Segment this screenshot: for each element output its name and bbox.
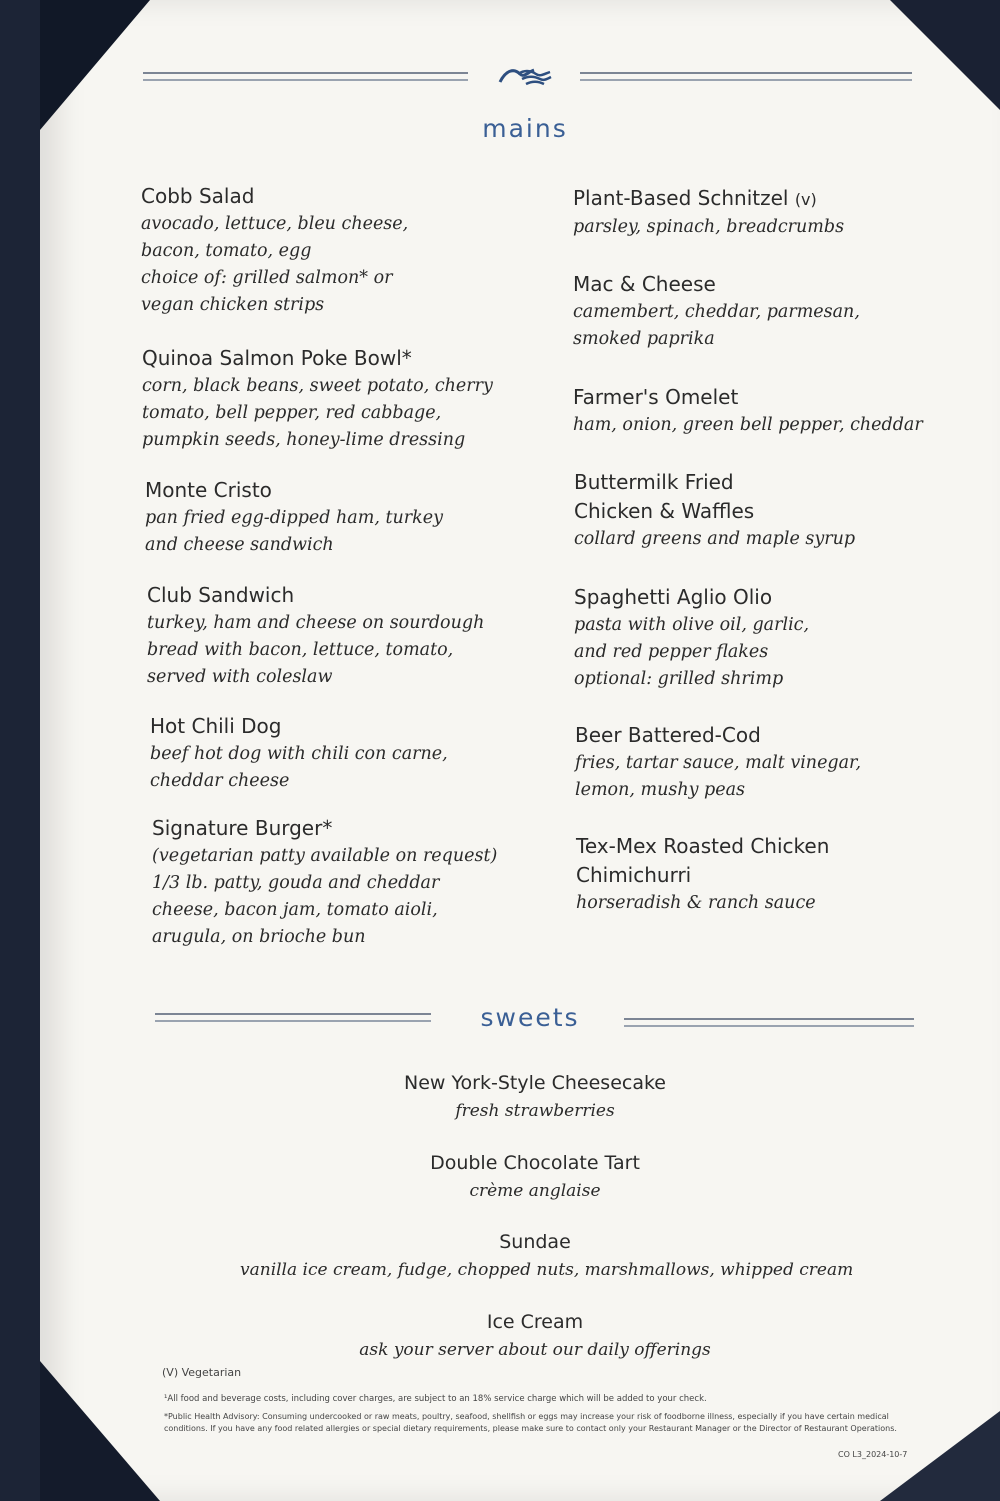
item-desc: vanilla ice cream, fudge, chopped nuts, marshmallows, whipped cream [240,1260,854,1280]
item-name: Quinoa Salmon Poke Bowl* [142,346,412,370]
item-desc: pasta with olive oil, garlic, [574,615,810,635]
menu-item-farmers-omelet [573,383,923,439]
item-desc: tomato, bell pepper, red cabbage, [142,403,442,423]
menu-item-beer-battered-cod [575,721,861,804]
sweet-item-sundae [240,1227,854,1283]
item-name: Signature Burger* [152,816,333,840]
item-desc: fries, tartar sauce, malt vinegar, [575,753,862,773]
item-desc: horseradish & ranch sauce [576,893,816,913]
menu-holder-corner [40,0,150,130]
item-desc: (vegetarian patty available on request) [152,846,498,866]
item-desc: corn, black beans, sweet potato, cherry [142,376,493,396]
header-rule-left [143,72,468,81]
item-name: Ice Cream [486,1311,584,1333]
menu-item-poke-bowl [142,344,493,454]
item-desc: parsley, spinach, breadcrumbs [573,217,845,237]
item-name: Tex-Mex Roasted Chicken [576,834,830,858]
item-desc: ham, onion, green bell pepper, cheddar [573,415,923,435]
item-desc: optional: grilled shrimp [574,669,784,689]
item-desc: vegan chicken strips [141,295,325,315]
item-desc: ask your server about our daily offerings [359,1340,711,1360]
mains-title: mains [482,114,568,143]
item-name: Sundae [499,1231,571,1253]
item-desc: beef hot dog with chili con carne, [150,744,448,764]
item-name: Monte Cristo [145,478,272,502]
item-desc: turkey, ham and cheese on sourdough [147,613,485,633]
item-name: Farmer's Omelet [573,385,739,409]
menu-item-hot-chili-dog [150,712,448,795]
item-desc: pan fried egg-dipped ham, turkey [145,508,443,528]
item-desc: cheddar cheese [150,771,290,791]
item-name-text: Plant-Based Schnitzel [573,186,789,210]
item-name: Club Sandwich [147,583,295,607]
item-desc: and red pepper flakes [574,642,769,662]
item-desc: and cheese sandwich [145,535,334,555]
vegetarian-legend: (V) Vegetarian [162,1366,242,1379]
menu-item-cobb-salad [141,182,408,319]
item-desc: avocado, lettuce, bleu cheese, [141,214,409,234]
menu-item-spaghetti-aglio-olio [574,583,809,693]
item-desc: lemon, mushy peas [575,780,746,800]
item-name: Beer Battered-Cod [575,723,761,747]
item-desc: fresh strawberries [455,1101,615,1121]
sweet-item-cheesecake [240,1068,830,1124]
item-name: New York-Style Cheesecake [403,1072,666,1094]
item-name: Double Chocolate Tart [430,1152,640,1174]
sweets-title: sweets [480,1003,580,1032]
item-name [573,184,844,214]
health-advisory-line: conditions. If you have any food related allergies or special dietary requirements, please make sure to contact only your Restaurant Manager or the Director of Restaurant Operations. [164,1424,897,1433]
item-desc: served with coleslaw [147,667,333,687]
menu-item-tex-mex-chicken [576,832,829,917]
item-name: Mac & Cheese [573,272,716,296]
sweet-item-ice-cream [240,1307,830,1363]
menu-item-monte-cristo [145,476,443,559]
service-charge-note: ¹All food and beverage costs, including cover charges, are subject to an 18% service charge which will be added to your check. [164,1394,707,1404]
item-desc: crème anglaise [469,1181,601,1201]
sweet-item-chocolate-tart [240,1148,830,1204]
menu-code: CO L3_2024-10-7 [838,1450,908,1459]
health-advisory-note [164,1411,897,1435]
menu-item-mac-and-cheese [573,270,860,353]
header-rule-right [580,72,912,81]
item-desc: smoked paprika [573,329,715,349]
item-name: Spaghetti Aglio Olio [574,585,773,609]
item-desc: bacon, tomato, egg [141,241,312,261]
item-desc: camembert, cheddar, parmesan, [573,302,860,322]
item-desc: choice of: grilled salmon* or [141,268,393,288]
item-name: Buttermilk Fried [574,470,734,494]
menu-item-signature-burger [152,814,497,951]
sweets-rule-right [624,1018,914,1027]
item-desc: 1/3 lb. patty, gouda and cheddar [152,873,440,893]
item-desc: bread with bacon, lettuce, tomato, [147,640,454,660]
menu-item-chicken-and-waffles [574,468,855,553]
item-desc: arugula, on brioche bun [152,927,366,947]
item-name: Cobb Salad [141,184,255,208]
health-advisory-line: *Public Health Advisory: Consuming undercooked or raw meats, poultry, seafood, shellfish or eggs may increase your risk of foodborne illness, especially if you have certain medical [164,1412,889,1421]
menu-item-club-sandwich [147,581,484,691]
menu-holder-corner [40,1361,160,1501]
sweets-rule-left [155,1013,431,1022]
menu-item-plant-based-schnitzel [573,184,844,241]
menu-holder-corner [890,0,1000,110]
wave-logo-icon [496,62,554,90]
item-desc: pumpkin seeds, honey-lime dressing [142,430,466,450]
vegetarian-mark: (v) [794,190,817,209]
item-name: Hot Chili Dog [150,714,282,738]
item-name-line2: Chimichurri [576,863,692,887]
item-name-line2: Chicken & Waffles [574,499,755,523]
item-desc: cheese, bacon jam, tomato aioli, [152,900,438,920]
item-desc: collard greens and maple syrup [574,529,856,549]
